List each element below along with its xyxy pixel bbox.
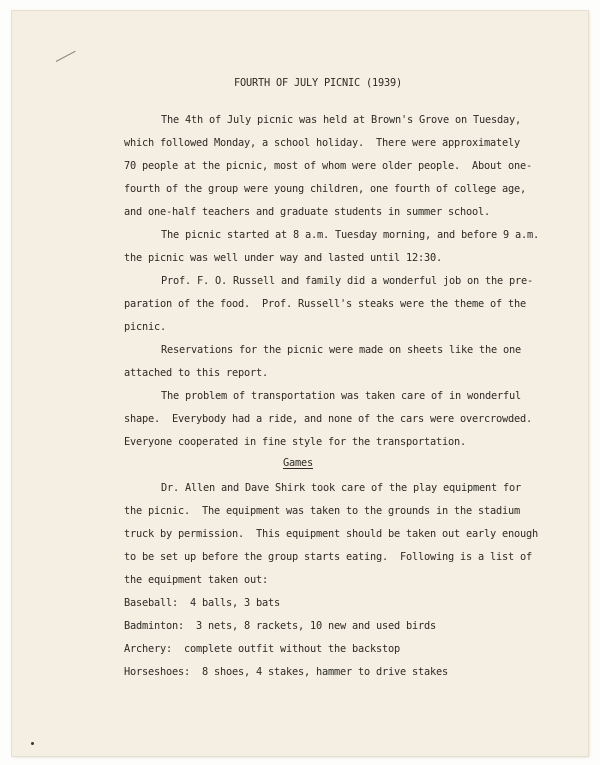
paragraph-1-line-5: and one-half teachers and graduate students in summer school. <box>124 206 490 218</box>
equipment-item-badminton: Badminton: 3 nets, 8 rackets, 10 new and used birds <box>124 620 436 632</box>
paragraph-6-line-4: to be set up before the group starts eating. Following is a list of <box>124 551 532 563</box>
paragraph-6-line-5: the equipment taken out: <box>124 574 268 586</box>
paragraph-4-line-2: attached to this report. <box>124 367 268 379</box>
ink-dot <box>31 742 34 745</box>
paragraph-6-line-2: the picnic. The equipment was taken to the grounds in the stadium <box>124 505 520 517</box>
paragraph-1-line-1: The 4th of July picnic was held at Brown's Grove on Tuesday, <box>161 114 521 126</box>
paragraph-2-line-2: the picnic was well under way and lasted until 12:30. <box>124 252 442 264</box>
paragraph-5-line-3: Everyone cooperated in fine style for the transportation. <box>124 436 466 448</box>
paragraph-3-line-3: picnic. <box>124 321 166 333</box>
paragraph-3-line-1: Prof. F. O. Russell and family did a wonderful job on the pre- <box>161 275 533 287</box>
page-title: FOURTH OF JULY PICNIC (1939) <box>234 77 402 89</box>
games-heading: Games <box>283 457 313 469</box>
paragraph-2-line-1: The picnic started at 8 a.m. Tuesday morning, and before 9 a.m. <box>161 229 539 241</box>
equipment-item-horseshoes: Horseshoes: 8 shoes, 4 stakes, hammer to drive stakes <box>124 666 448 678</box>
paragraph-1-line-2: which followed Monday, a school holiday. There were approximately <box>124 137 520 149</box>
paragraph-5-line-1: The problem of transportation was taken care of in wonderful <box>161 390 521 402</box>
paragraph-6-line-1: Dr. Allen and Dave Shirk took care of the play equipment for <box>161 482 521 494</box>
paragraph-1-line-3: 70 people at the picnic, most of whom were older people. About one- <box>124 160 532 172</box>
paragraph-3-line-2: paration of the food. Prof. Russell's steaks were the theme of the <box>124 298 526 310</box>
equipment-item-archery: Archery: complete outfit without the backstop <box>124 643 400 655</box>
equipment-item-baseball: Baseball: 4 balls, 3 bats <box>124 597 280 609</box>
paragraph-6-line-3: truck by permission. This equipment should be taken out early enough <box>124 528 538 540</box>
pencil-mark <box>56 51 76 62</box>
paragraph-1-line-4: fourth of the group were young children, one fourth of college age, <box>124 183 526 195</box>
paragraph-4-line-1: Reservations for the picnic were made on sheets like the one <box>161 344 521 356</box>
paragraph-5-line-2: shape. Everybody had a ride, and none of the cars were overcrowded. <box>124 413 532 425</box>
typed-text <box>12 11 539 678</box>
typewritten-sheet <box>12 11 588 756</box>
